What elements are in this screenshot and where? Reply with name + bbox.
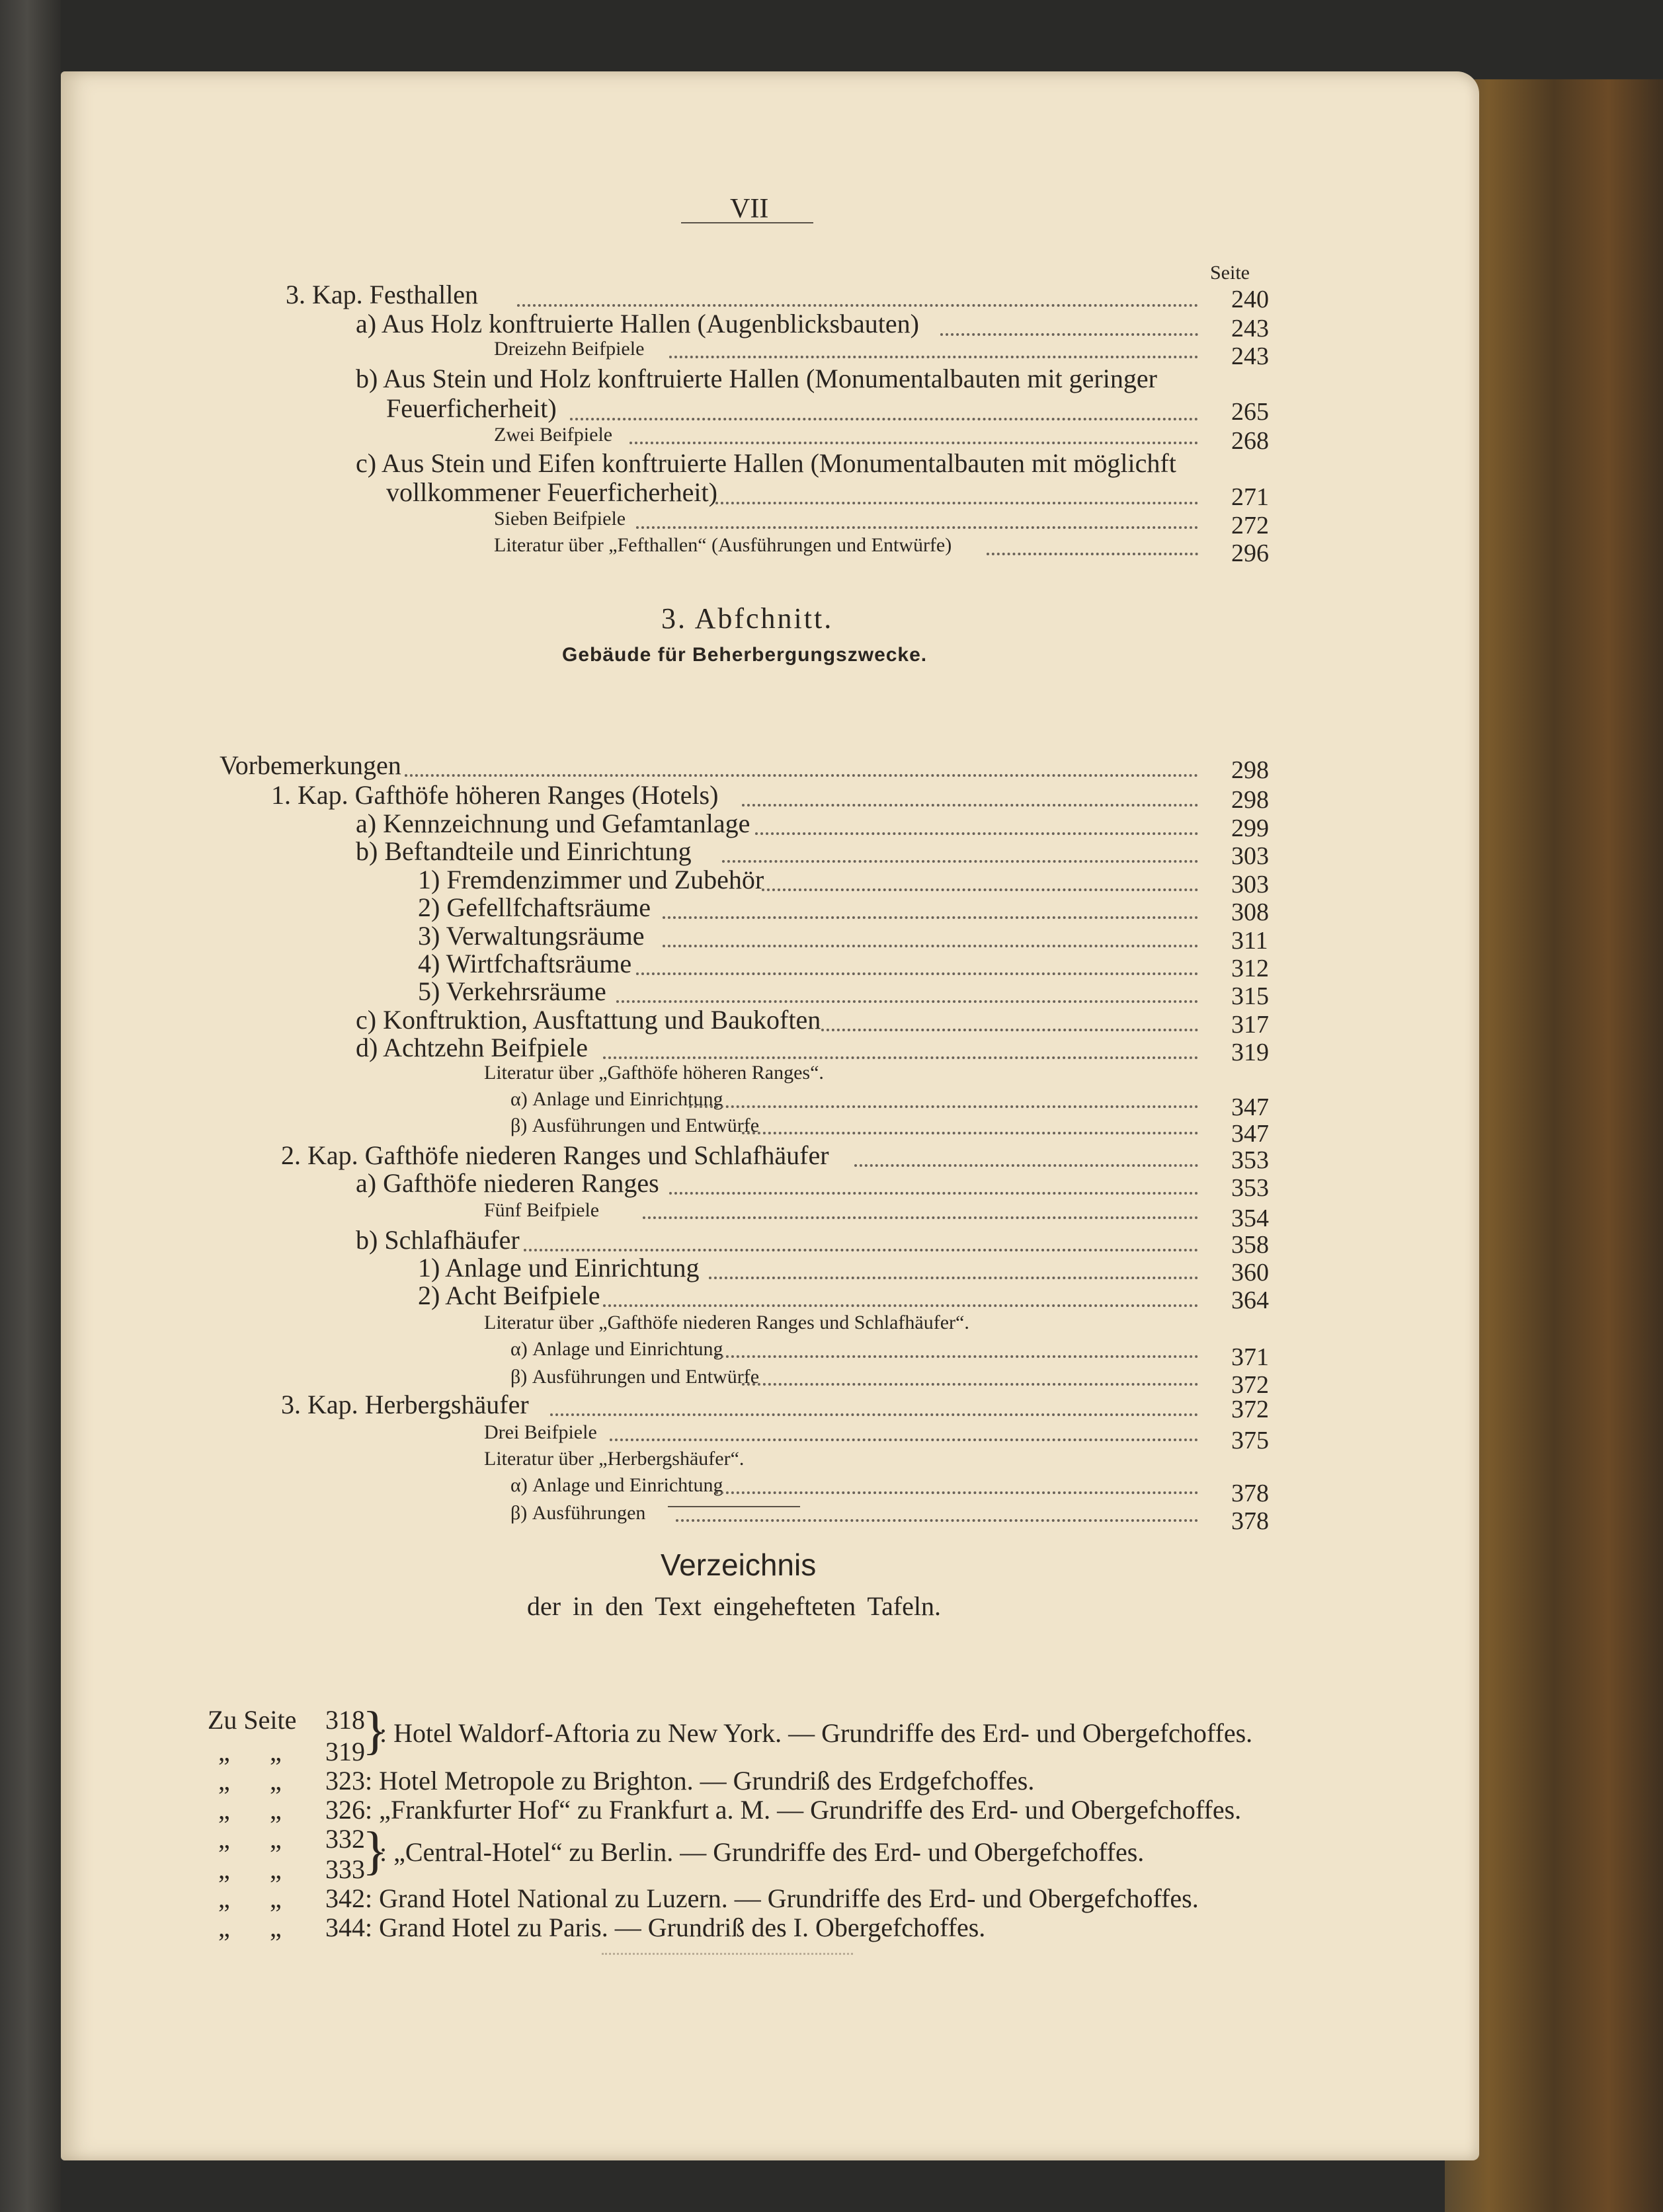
ditto-mark: „ bbox=[270, 1854, 282, 1884]
dot-leader bbox=[663, 916, 1198, 919]
dot-leader bbox=[722, 860, 1198, 863]
dot-leader bbox=[742, 1132, 1198, 1134]
toc-page: 243 bbox=[1231, 342, 1269, 370]
plate-entry-text: 342: Grand Hotel National zu Luzern. — Grundriffe des Erd- und Obergefchoffes. bbox=[325, 1883, 1199, 1913]
dot-leader bbox=[663, 945, 1198, 947]
dot-leader bbox=[987, 553, 1198, 555]
toc-entry-page: 312 bbox=[1231, 955, 1269, 982]
toc-festhallen-c-examples: Sieben Beifpiele bbox=[494, 508, 626, 530]
ditto-mark: „ bbox=[270, 1795, 282, 1825]
toc-festhallen-b-examples: Zwei Beifpiele bbox=[494, 424, 613, 446]
ditto-mark: „ bbox=[270, 1824, 282, 1854]
plate-page-number: 332 bbox=[325, 1824, 365, 1854]
toc-entry-label: Literatur über „Gafthöfe niederen Ranges und Schlafhäufer“. bbox=[484, 1312, 969, 1333]
toc-entry-label: 2) Gefellfchaftsräume bbox=[418, 892, 651, 922]
plate-entry-text: : Hotel Waldorf-Aftoria zu New York. — Grundriffe des Erd- und Obergefchoffes. bbox=[380, 1718, 1253, 1748]
dot-leader bbox=[715, 1491, 1198, 1494]
toc-entry-page: 298 bbox=[1231, 756, 1269, 784]
dot-leader bbox=[636, 972, 1198, 975]
dot-leader bbox=[629, 442, 1198, 444]
verzeichnis-title: Verzeichnis bbox=[661, 1548, 817, 1582]
ditto-mark: „ bbox=[218, 1883, 230, 1913]
ditto-mark: „ bbox=[270, 1883, 282, 1913]
brace-symbol: } bbox=[362, 1702, 388, 1760]
ditto-mark: „ bbox=[218, 1766, 230, 1796]
ditto-mark: „ bbox=[270, 1766, 282, 1796]
section-title: 3. Abfchnitt. bbox=[661, 602, 834, 635]
plate-entry-text: 344: Grand Hotel zu Paris. — Grundriß des I. Obergefchoffes. bbox=[325, 1913, 986, 1942]
dot-leader bbox=[689, 1105, 1198, 1108]
ditto-mark: „ bbox=[218, 1795, 230, 1825]
dot-leader bbox=[742, 1383, 1198, 1386]
toc-entry-label: d) Achtzehn Beifpiele bbox=[356, 1033, 588, 1062]
toc-page: 268 bbox=[1231, 427, 1269, 455]
toc-entry-label: 3) Verwaltungsräume bbox=[418, 921, 645, 951]
toc-entry-page: 308 bbox=[1231, 898, 1269, 926]
toc-entry-label: β) Ausführungen bbox=[510, 1502, 646, 1524]
scan-background-top bbox=[0, 0, 1663, 78]
toc-entry-label: 2. Kap. Gafthöfe niederen Ranges und Schlafhäufer bbox=[281, 1140, 829, 1170]
dot-leader bbox=[610, 1439, 1198, 1441]
toc-entry-page: 353 bbox=[1231, 1146, 1269, 1174]
verzeichnis-subtitle: der in den Text eingehefteten Tafeln. bbox=[527, 1591, 942, 1621]
ditto-mark: „ bbox=[218, 1824, 230, 1854]
dot-leader bbox=[643, 1216, 1198, 1219]
dot-leader bbox=[821, 1029, 1198, 1031]
toc-entry-page: 358 bbox=[1231, 1231, 1269, 1259]
dot-leader bbox=[405, 774, 1198, 777]
brace-symbol: } bbox=[362, 1822, 388, 1880]
toc-page: 272 bbox=[1231, 512, 1269, 539]
toc-entry-label: Vorbemerkungen bbox=[220, 750, 401, 780]
toc-entry-page: 303 bbox=[1231, 871, 1269, 898]
toc-entry-label: β) Ausführungen und Entwürfe bbox=[510, 1366, 760, 1388]
toc-entry-page: 372 bbox=[1231, 1396, 1269, 1423]
toc-festhallen-a: a) Aus Holz konftruierte Hallen (Augenblicksbauten) bbox=[356, 309, 919, 338]
dot-leader bbox=[550, 1413, 1198, 1416]
ditto-mark: „ bbox=[270, 1737, 282, 1766]
plate-entry-text: : „Central-Hotel“ zu Berlin. — Grundriffe des Erd- und Obergefchoffes. bbox=[380, 1837, 1145, 1867]
toc-page: 240 bbox=[1231, 286, 1269, 313]
toc-entry-label: β) Ausführungen und Entwürfe bbox=[510, 1115, 760, 1136]
toc-entry-label: a) Gafthöfe niederen Ranges bbox=[356, 1168, 659, 1198]
toc-entry-label: b) Schlafhäufer bbox=[356, 1225, 520, 1255]
section-divider bbox=[668, 1506, 800, 1507]
toc-entry-label: a) Kennzeichnung und Gefamtanlage bbox=[356, 809, 750, 838]
toc-entry-page: 360 bbox=[1231, 1259, 1269, 1286]
toc-page: 296 bbox=[1231, 539, 1269, 567]
toc-entry-page: 298 bbox=[1231, 786, 1269, 814]
toc-festhallen-b-line1: b) Aus Stein und Holz konftruierte Hallen (Monumentalbauten mit geringer bbox=[356, 364, 1157, 393]
dot-leader bbox=[517, 304, 1198, 307]
dot-leader bbox=[755, 832, 1198, 835]
toc-entry-page: 378 bbox=[1231, 1507, 1269, 1535]
toc-entry-page: 303 bbox=[1231, 842, 1269, 870]
toc-entry-label: 3. Kap. Herbergshäufer bbox=[281, 1390, 529, 1419]
toc-entry-page: 364 bbox=[1231, 1286, 1269, 1314]
toc-entry-page: 315 bbox=[1231, 982, 1269, 1010]
book-binding bbox=[0, 0, 61, 2212]
toc-kap3-festhallen: 3. Kap. Festhallen bbox=[286, 280, 479, 309]
dot-leader bbox=[603, 1056, 1198, 1059]
toc-festhallen-c-line2: vollkommener Feuerficherheit) bbox=[386, 477, 717, 507]
toc-entry-label: α) Anlage und Einrichtung bbox=[510, 1474, 723, 1496]
ditto-mark: „ bbox=[218, 1854, 230, 1884]
toc-entry-page: 378 bbox=[1231, 1480, 1269, 1507]
toc-entry-page: 319 bbox=[1231, 1039, 1269, 1066]
toc-entry-page: 299 bbox=[1231, 814, 1269, 842]
dot-leader bbox=[940, 333, 1198, 336]
toc-entry-label: α) Anlage und Einrichtung bbox=[510, 1338, 723, 1360]
toc-entry-page: 353 bbox=[1231, 1174, 1269, 1202]
page-number: VII bbox=[730, 194, 769, 224]
seite-label: Seite bbox=[1210, 262, 1250, 284]
toc-festhallen-literature: Literatur über „Fefthallen“ (Ausführungen und Entwürfe) bbox=[494, 534, 952, 556]
toc-entry-label: 2) Acht Beifpiele bbox=[418, 1281, 600, 1310]
dot-leader bbox=[669, 356, 1198, 358]
toc-entry-page: 347 bbox=[1231, 1093, 1269, 1121]
toc-page: 265 bbox=[1231, 398, 1269, 426]
dot-leader bbox=[636, 526, 1198, 529]
toc-entry-page: 372 bbox=[1231, 1371, 1269, 1399]
toc-page: 243 bbox=[1231, 315, 1269, 342]
ditto-mark: „ bbox=[218, 1913, 230, 1942]
dot-leader bbox=[603, 1304, 1198, 1307]
dot-leader bbox=[669, 1192, 1198, 1195]
plate-page-number: 319 bbox=[325, 1737, 365, 1766]
plate-page-number: 318 bbox=[325, 1705, 365, 1735]
toc-entry-label: Literatur über „Herbergshäufer“. bbox=[484, 1448, 745, 1470]
dot-leader bbox=[715, 502, 1198, 504]
toc-entry-label: Literatur über „Gafthöfe höheren Ranges“. bbox=[484, 1062, 824, 1084]
dot-leader bbox=[854, 1164, 1198, 1167]
toc-festhallen-c-line1: c) Aus Stein und Eifen konftruierte Hallen (Monumentalbauten mit möglichft bbox=[356, 448, 1176, 478]
toc-festhallen-b-line2: Feuerficherheit) bbox=[386, 393, 557, 423]
toc-entry-page: 375 bbox=[1231, 1427, 1269, 1454]
book-page bbox=[61, 71, 1479, 2160]
toc-entry-label: 1. Kap. Gafthöfe höheren Ranges (Hotels) bbox=[271, 780, 719, 810]
plate-entry-text: 326: „Frankfurter Hof“ zu Frankfurt a. M. — Grundriffe des Erd- und Obergefchoffes. bbox=[325, 1795, 1242, 1825]
dot-leader bbox=[570, 418, 1198, 420]
header-rule bbox=[681, 222, 813, 223]
toc-entry-page: 371 bbox=[1231, 1343, 1269, 1371]
plate-page-number: 333 bbox=[325, 1854, 365, 1884]
dot-leader bbox=[709, 1277, 1198, 1279]
toc-entry-page: 317 bbox=[1231, 1011, 1269, 1039]
toc-entry-page: 347 bbox=[1231, 1120, 1269, 1148]
toc-page: 271 bbox=[1231, 483, 1269, 511]
toc-entry-label: Drei Beifpiele bbox=[484, 1421, 597, 1443]
dot-leader bbox=[715, 1355, 1198, 1358]
toc-entry-label: 1) Anlage und Einrichtung bbox=[418, 1253, 700, 1283]
toc-entry-label: c) Konftruktion, Ausftattung und Baukoften bbox=[356, 1005, 821, 1035]
ditto-mark: „ bbox=[218, 1737, 230, 1766]
dot-leader bbox=[616, 1000, 1198, 1003]
toc-entry-page: 311 bbox=[1231, 927, 1268, 955]
toc-entry-label: Fünf Beifpiele bbox=[484, 1199, 600, 1221]
section-subtitle: Gebäude für Beherbergungszwecke. bbox=[562, 644, 928, 666]
zu-seite-label: Zu Seite bbox=[208, 1705, 297, 1735]
dot-leader bbox=[524, 1249, 1198, 1251]
decorative-dots bbox=[602, 1953, 853, 1955]
toc-festhallen-a-examples: Dreizehn Beifpiele bbox=[494, 338, 645, 360]
toc-entry-label: 4) Wirtfchaftsräume bbox=[418, 949, 632, 978]
plate-entry-text: 323: Hotel Metropole zu Brighton. — Grundriß des Erdgefchoffes. bbox=[325, 1766, 1035, 1796]
toc-entry-label: 1) Fremdenzimmer und Zubehör bbox=[418, 865, 764, 894]
toc-entry-label: b) Beftandteile und Einrichtung bbox=[356, 836, 692, 866]
dot-leader bbox=[762, 889, 1198, 891]
toc-entry-label: α) Anlage und Einrichtung bbox=[510, 1088, 723, 1110]
dot-leader bbox=[742, 804, 1198, 807]
toc-entry-label: 5) Verkehrsräume bbox=[418, 976, 606, 1006]
ditto-mark: „ bbox=[270, 1913, 282, 1942]
dot-leader bbox=[676, 1519, 1198, 1522]
toc-entry-page: 354 bbox=[1231, 1205, 1269, 1232]
